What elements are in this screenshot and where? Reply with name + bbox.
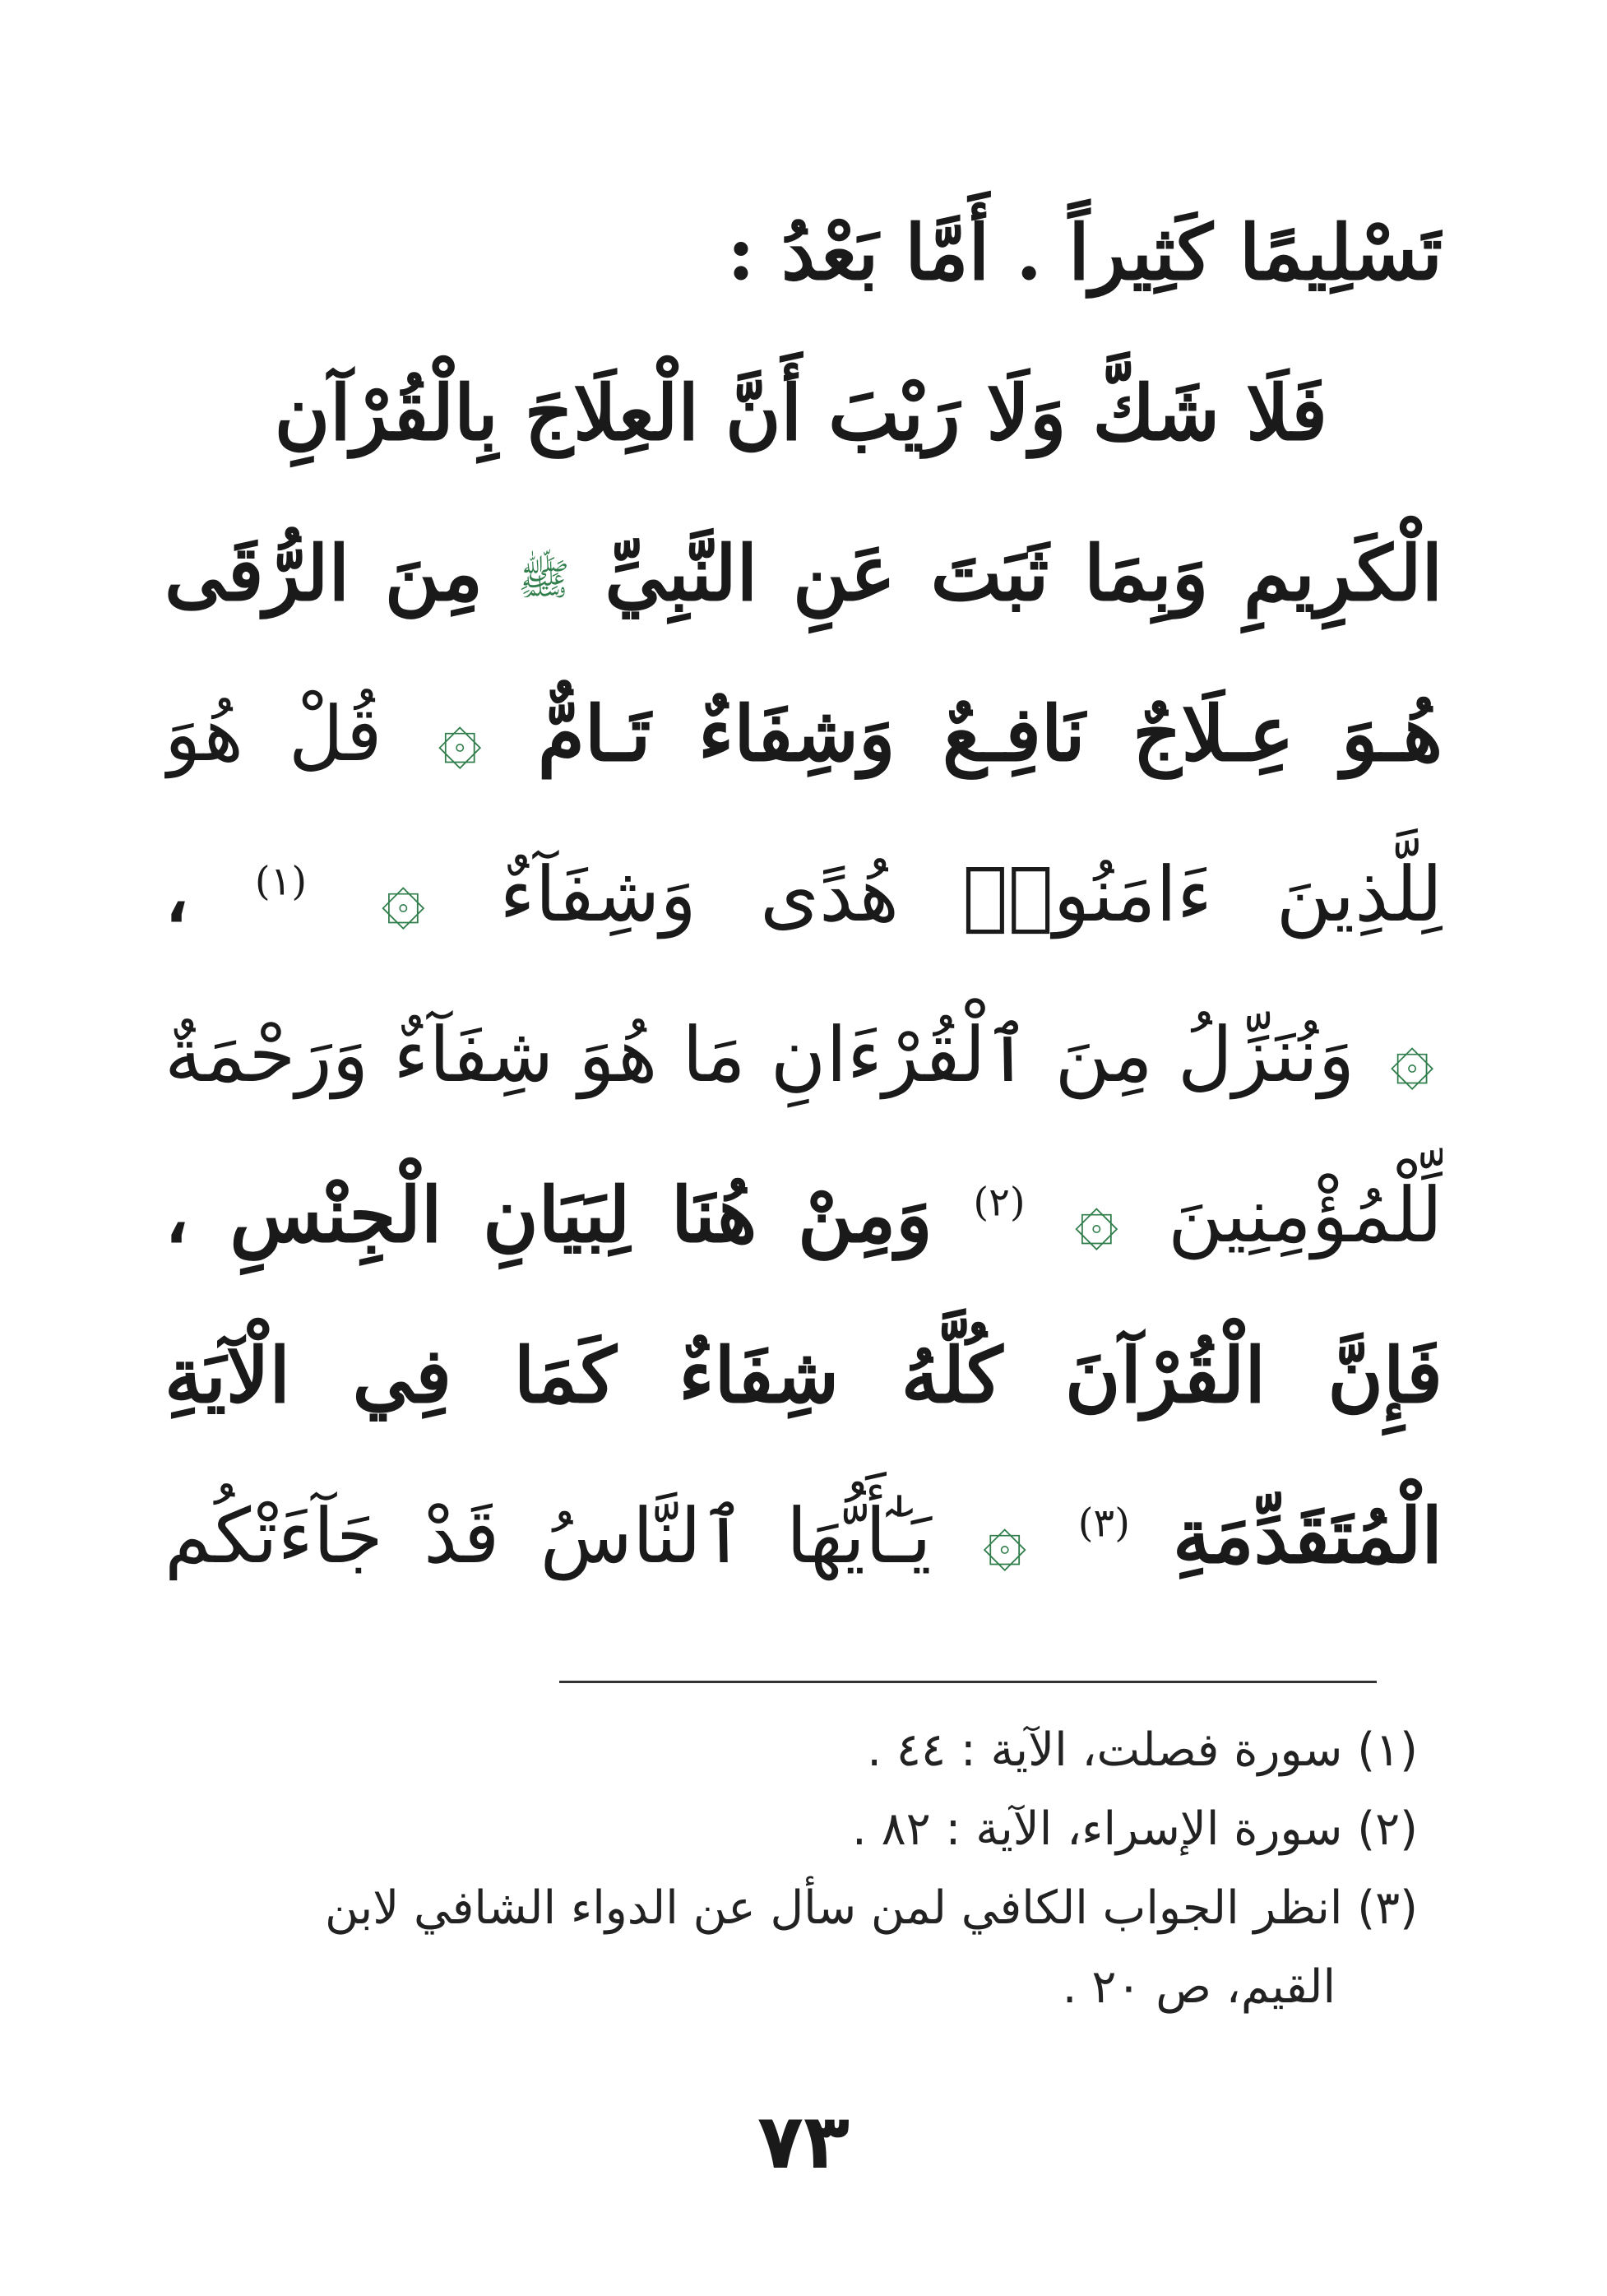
text-span: الْمُتَقَدِّمَةِ xyxy=(1173,1491,1443,1580)
quran-verse: لِلَّذِينَ ءَامَنُوا۟ هُدًى وَشِفَآءٌ xyxy=(499,851,1443,939)
text-line xyxy=(164,975,1443,1135)
quran-open-ornament-icon: ۞ xyxy=(982,1492,1027,1580)
salla-ligature-icon: ﷺ xyxy=(517,554,570,605)
page-number: ٧٣ xyxy=(757,2098,850,2186)
text-span: تَسْلِيمًا كَثِيراً . أَمَّا بَعْدُ : xyxy=(726,208,1443,297)
text-line xyxy=(164,494,1443,654)
quran-verse: لِّلْمُؤْمِنِينَ xyxy=(1167,1171,1443,1259)
quran-close-ornament-icon: ۞ xyxy=(381,851,426,939)
footnote-ref: (٢) xyxy=(973,1179,1026,1226)
text-line xyxy=(164,1456,1443,1616)
text-line xyxy=(164,173,1443,333)
text-span: ، xyxy=(164,850,189,939)
main-text xyxy=(164,173,1443,1616)
quran-verse: وَنُنَزِّلُ مِنَ ٱلْقُرْءَانِ مَا هُوَ شِفَآءٌ وَرَحْمَةٌ xyxy=(164,1011,1355,1099)
quran-open-ornament-icon: ۞ xyxy=(1390,1011,1435,1099)
quran-close-ornament-icon: ۞ xyxy=(1074,1171,1119,1259)
text-line xyxy=(164,333,1443,494)
text-span: فَإِنَّ الْقُرْآنَ كُلَّهُ شِفَاءٌ كَمَا فِي الْآيَةِ xyxy=(164,1331,1443,1420)
footnote-item: (٣) انظر الجواب الكافي لمن سأل عن الدواء الشافي لابن xyxy=(325,1881,1418,1935)
text-line xyxy=(164,1296,1443,1456)
text-span: فَلَا شَكَّ وَلَا رَيْبَ أَنَّ الْعِلَاجَ بِالْقُرْآنِ xyxy=(274,369,1327,457)
quran-open-ornament-icon: ۞ xyxy=(438,690,483,778)
text-span: مِنَ الرُّقَى xyxy=(164,529,484,618)
text-line xyxy=(164,654,1443,814)
footnote-ref: (١) xyxy=(254,858,308,905)
text-line xyxy=(164,1135,1443,1296)
footnote-item: (٢) سورة الإسراء، الآية : ٨٢ . xyxy=(851,1802,1418,1856)
footnote-item-continuation: القيم، ص ٢٠ . xyxy=(1062,1960,1336,2014)
text-span: الْكَرِيمِ وَبِمَا ثَبَتَ عَنِ النَّبِيِّ xyxy=(604,529,1443,618)
text-span: وَمِنْ هُنَا لِبَيَانِ الْجِنْسِ ، xyxy=(164,1171,933,1259)
text-span: هُـوَ عِـلَاجٌ نَافِـعٌ وَشِفَاءٌ تَـامٌّ xyxy=(537,689,1443,778)
footnote-item: (١) سورة فصلت، الآية : ٤٤ . xyxy=(867,1723,1418,1777)
quran-verse: قُلْ هُوَ xyxy=(164,690,382,778)
footnote-ref: (٣) xyxy=(1077,1500,1130,1547)
text-line xyxy=(164,814,1443,975)
footnote-divider xyxy=(559,1681,1377,1683)
quran-verse: يَـٰٓأَيُّهَا ٱلنَّاسُ قَدْ جَآءَتْكُم xyxy=(164,1492,932,1580)
footnotes xyxy=(164,1711,1418,2027)
